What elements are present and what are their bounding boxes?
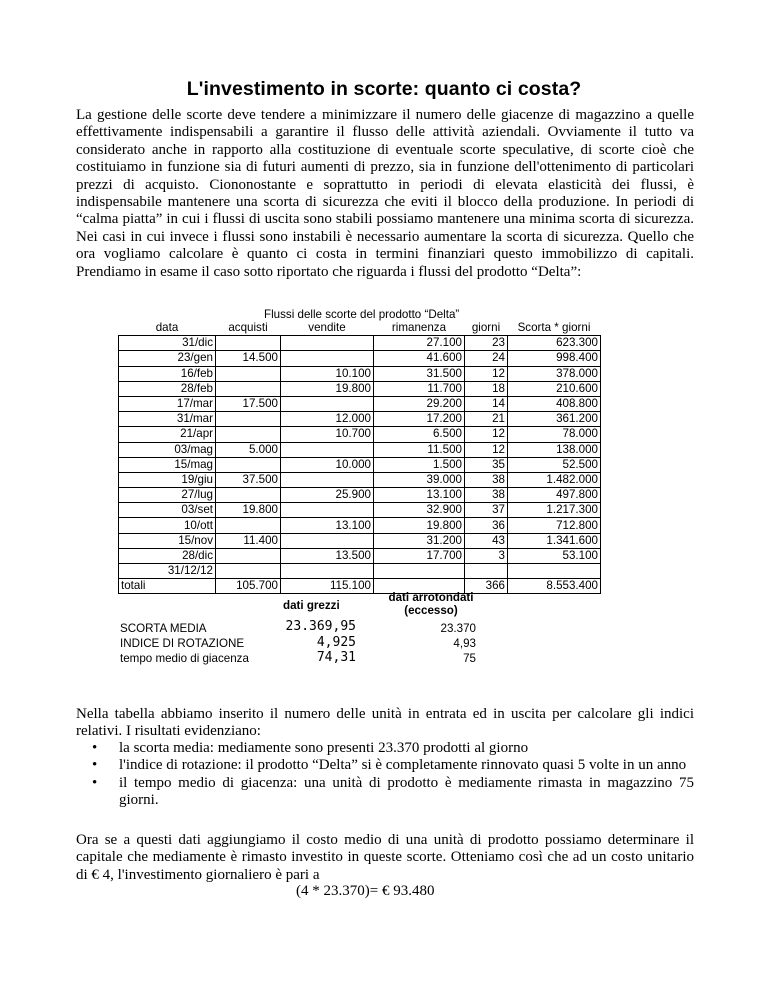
table-cell [465, 564, 508, 579]
table-cell: 35 [465, 457, 508, 472]
table-header-row [119, 321, 601, 336]
stats-header-rounded-line2: (eccesso) [404, 604, 458, 617]
table-cell [281, 442, 374, 457]
totals-cell: totali [119, 579, 216, 594]
table-cell: 31/mar [119, 412, 216, 427]
table-title: Flussi delle scorte del prodotto “Delta” [264, 308, 460, 321]
table-cell: 21 [465, 412, 508, 427]
table-cell: 25.900 [281, 488, 374, 503]
table-cell [216, 457, 281, 472]
table-cell: 21/apr [119, 427, 216, 442]
table-cell: 11.700 [374, 381, 465, 396]
table-row [119, 412, 601, 427]
table-cell: 43 [465, 533, 508, 548]
table-cell: 37.500 [216, 472, 281, 487]
table-row [119, 381, 601, 396]
stats-header-rounded-line1: dati arrotondati [388, 591, 474, 604]
table-cell: 1.217.300 [508, 503, 601, 518]
table-cell: 998.400 [508, 351, 601, 366]
table-cell: 78.000 [508, 427, 601, 442]
table-row [119, 457, 601, 472]
table-cell: 18 [465, 381, 508, 396]
table-row [119, 564, 601, 579]
col-header-data: data [155, 321, 179, 335]
table-cell: 12 [465, 366, 508, 381]
table-cell: 17.200 [374, 412, 465, 427]
stat-raw-value: 23.369,95 [285, 619, 356, 634]
table-cell: 38 [465, 472, 508, 487]
table-cell: 1.341.600 [508, 533, 601, 548]
table-row [119, 472, 601, 487]
table-cell [216, 564, 281, 579]
bullet-icon: • [92, 757, 98, 774]
table-cell: 31/12/12 [119, 564, 216, 579]
table-cell: 138.000 [508, 442, 601, 457]
table-cell: 13.100 [281, 518, 374, 533]
stat-raw-value: 74,31 [316, 650, 356, 665]
table-cell: 10.700 [281, 427, 374, 442]
closing-paragraph: Ora se a questi dati aggiungiamo il costo medio di una unità di prodotto possiamo determinare il capitale che mediamente è rimasto investito in queste scorte. Otteniamo così che ad un costo unitario di € 4, l'investimento giornaliero è pari a [76, 832, 694, 883]
formula: (4 * 23.370)= € 93.480 [296, 883, 435, 899]
table-cell: 27.100 [374, 336, 465, 351]
table-cell: 24 [465, 351, 508, 366]
totals-row [119, 579, 601, 594]
table-cell [216, 381, 281, 396]
bullet-icon: • [92, 740, 98, 756]
stats-header-raw: dati grezzi [283, 599, 340, 612]
table-cell: 378.000 [508, 366, 601, 381]
table-cell: 29.200 [374, 396, 465, 411]
list-item [76, 740, 694, 757]
stat-rounded-value: 23.370 [440, 622, 476, 635]
table-cell: 1.482.000 [508, 472, 601, 487]
table-cell [216, 518, 281, 533]
table-cell [281, 351, 374, 366]
table-cell [281, 336, 374, 351]
table-cell: 53.100 [508, 548, 601, 563]
table-cell: 1.500 [374, 457, 465, 472]
table-cell: 12 [465, 442, 508, 457]
table-cell [281, 503, 374, 518]
table-cell: 39.000 [374, 472, 465, 487]
table-cell: 32.900 [374, 503, 465, 518]
table-cell: 19.800 [216, 503, 281, 518]
table-cell: 10/ott [119, 518, 216, 533]
table-cell: 31/dic [119, 336, 216, 351]
table-cell: 11.500 [374, 442, 465, 457]
table-row [119, 518, 601, 533]
table-cell: 15/mag [119, 457, 216, 472]
table-cell: 14 [465, 396, 508, 411]
table-row [119, 351, 601, 366]
table-cell: 23 [465, 336, 508, 351]
totals-cell: 105.700 [216, 579, 281, 594]
table-row [119, 503, 601, 518]
col-header-scorta-giorni: Scorta * giorni [517, 321, 591, 335]
table-cell: 36 [465, 518, 508, 533]
table-cell [216, 336, 281, 351]
col-header-vendite: vendite [308, 321, 346, 335]
table-cell [508, 564, 601, 579]
list-item [76, 757, 694, 774]
table-row [119, 488, 601, 503]
stat-label: SCORTA MEDIA [120, 622, 207, 635]
table-row [119, 548, 601, 563]
table-cell: 5.000 [216, 442, 281, 457]
table-cell: 41.600 [374, 351, 465, 366]
table-cell: 11.400 [216, 533, 281, 548]
table-cell: 19.800 [281, 381, 374, 396]
table-cell: 19.800 [374, 518, 465, 533]
col-header-acquisti: acquisti [228, 321, 268, 335]
list-item-text: la scorta media: mediamente sono presenti 23.370 prodotti al giorno [119, 740, 529, 756]
stats-header-rounded [372, 591, 490, 617]
table-cell [216, 427, 281, 442]
table-cell: 19/giu [119, 472, 216, 487]
table-cell: 6.500 [374, 427, 465, 442]
table-cell: 10.000 [281, 457, 374, 472]
totals-cell: 8.553.400 [508, 579, 601, 594]
table-cell: 31.200 [374, 533, 465, 548]
table-cell [281, 533, 374, 548]
table-cell: 31.500 [374, 366, 465, 381]
list-item [76, 775, 694, 810]
table-row [119, 366, 601, 381]
table-cell: 16/feb [119, 366, 216, 381]
document-title: L'investimento in scorte: quanto ci costa? [186, 78, 582, 100]
col-header-rimanenza: rimanenza [391, 321, 447, 335]
list-item-text: il tempo medio di giacenza: una unità di prodotto è mediamente rimasta in magazzino 75 giorni. [119, 774, 694, 809]
table-cell [374, 564, 465, 579]
table-cell: 17/mar [119, 396, 216, 411]
totals-cell: 115.100 [281, 579, 374, 594]
stock-flow-table [118, 321, 601, 594]
totals-cell: 366 [465, 579, 508, 594]
stat-rounded-value: 75 [463, 652, 476, 665]
table-cell [216, 548, 281, 563]
table-cell: 10.100 [281, 366, 374, 381]
list-item-text: l'indice di rotazione: il prodotto “Delta” si è completamente rinnovato quasi 5 volte in un anno [119, 757, 687, 774]
table-cell: 12.000 [281, 412, 374, 427]
table-cell: 12 [465, 427, 508, 442]
table-row [119, 442, 601, 457]
table-row [119, 427, 601, 442]
table-cell [216, 366, 281, 381]
table-cell: 17.700 [374, 548, 465, 563]
col-header-giorni: giorni [471, 321, 501, 335]
table-cell [281, 472, 374, 487]
bullet-icon: • [92, 774, 98, 791]
table-cell: 13.100 [374, 488, 465, 503]
table-cell: 623.300 [508, 336, 601, 351]
table-cell: 14.500 [216, 351, 281, 366]
table-cell: 361.200 [508, 412, 601, 427]
table-cell: 52.500 [508, 457, 601, 472]
table-cell: 408.800 [508, 396, 601, 411]
table-cell: 3 [465, 548, 508, 563]
stat-raw-value: 4,925 [316, 635, 356, 650]
table-row [119, 533, 601, 548]
table-cell: 03/set [119, 503, 216, 518]
stat-label: tempo medio di giacenza [120, 652, 249, 665]
stat-rounded-value: 4,93 [453, 637, 476, 650]
results-list [76, 740, 694, 810]
table-cell: 23/gen [119, 351, 216, 366]
table-cell: 03/mag [119, 442, 216, 457]
table-cell [281, 564, 374, 579]
table-cell: 37 [465, 503, 508, 518]
table-cell: 13.500 [281, 548, 374, 563]
table-cell: 15/nov [119, 533, 216, 548]
table-cell [281, 396, 374, 411]
results-paragraph: Nella tabella abbiamo inserito il numero delle unità in entrata ed in uscita per calcolare gli indici relativi. I risultati evidenziano: [76, 706, 694, 740]
table-cell: 712.800 [508, 518, 601, 533]
table-cell: 28/dic [119, 548, 216, 563]
table-cell: 497.800 [508, 488, 601, 503]
table-cell [216, 412, 281, 427]
intro-paragraph: La gestione delle scorte deve tendere a minimizzare il numero delle giacenze di magazzino a quelle effettivamente indispensabili a garantire il flusso delle attività aziendali. Ovviamente il tutto va considerato anche in rapporto alla costituzione di eventuale scorte speculative, di scorte cioè che costituiamo in funzione sia di futuri aumenti di prezzo, sia in funzione dell'ottenimento di particolari prezzi di acquisto. Ciononostante e soprattutto in periodi di elevata elasticità dei flussi, è indispensabile mantenere una scorta di sicurezza che eviti il blocco della produzione. In periodi di “calma piatta” in cui i flussi di uscita sono stabili possiamo mantenere una minima scorta di sicurezza. Nei casi in cui invece i flussi sono instabili è necessario aumentare la scorta di sicurezza. Quello che ora vogliamo calcolare è quanto ci costa in termini finanziari questo immobilizzo di capitali. Prendiamo in esame il caso sotto riportato che riguarda i flussi del prodotto “Delta”: [76, 107, 694, 280]
table-cell [216, 488, 281, 503]
table-row [119, 336, 601, 351]
table-cell: 27/lug [119, 488, 216, 503]
table-row [119, 396, 601, 411]
table-cell: 210.600 [508, 381, 601, 396]
table-cell: 17.500 [216, 396, 281, 411]
stat-label: INDICE DI ROTAZIONE [120, 637, 245, 650]
table-cell: 28/feb [119, 381, 216, 396]
table-cell: 38 [465, 488, 508, 503]
